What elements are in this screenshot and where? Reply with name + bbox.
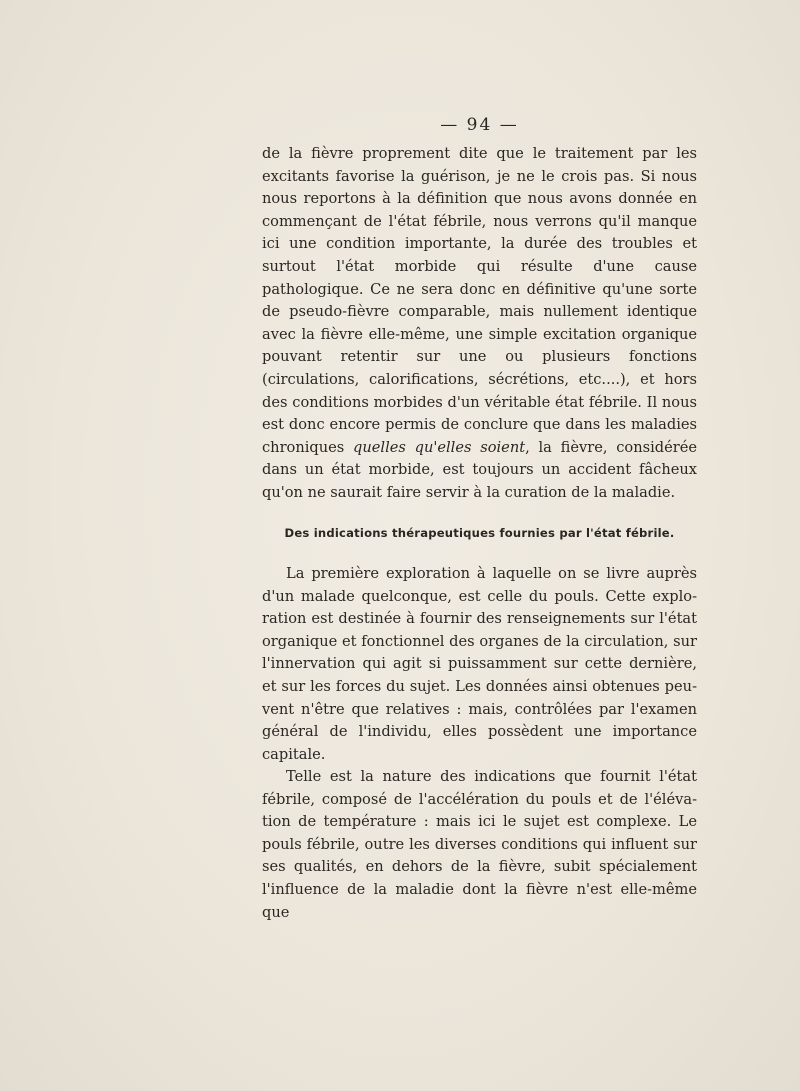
paragraph-1 bbox=[262, 143, 697, 505]
paragraph-1-italic: quelles qu'elles soient bbox=[353, 438, 526, 456]
paragraph-1-text-end: , la fièvre, considérée dans un état morbide, est toujours un accident fâcheux qu'on ne saurait faire servir à la curation de la maladie. bbox=[262, 438, 697, 501]
paragraph-2: La première exploration à laquelle on se livre auprès d'un malade quelconque, est celle du pouls. Cette exploration est destinée à fournir des renseignements sur l'état organique et fonctionnel des organes de la circulation, sur l'innervation qui agit si puissamment sur cette dernière, et sur les forces du sujet. Les données ainsi obtenues peuvent n'être que relatives : mais, contrôlées par l'examen général de l'individu, elles possèdent une importance capitale. bbox=[262, 565, 697, 763]
page-number: — 94 — bbox=[440, 115, 519, 135]
section-heading: Des indications thérapeutiques fournies par l'état fébrile. bbox=[284, 526, 675, 540]
paragraph-3: Telle est la nature des indications que fournit l'état fébrile, composé de l'accélération du pouls et de l'élévation de température : mais ici le sujet est complexe. Le pouls fébrile, outre les diverses conditions qui influent sur ses qualités, en dehors de la fièvre, subit spécialement l'influence de la maladie dont la fièvre n'est elle-même que bbox=[262, 768, 697, 921]
paragraph-1-text: de la fièvre proprement dite que le traitement par les excitants favorise la guérison, je ne le crois pas. Si nous nous reportons à la définition que nous avons donnée en commençant de l'état fébrile, nous verrons qu'il manque ici une condition importante, la durée des troubles et surtout l'état morbide qui résulte d'une cause pathologique. Ce ne sera donc en définitive qu'une sorte de pseudo-fièvre comparable, mais nullement identique avec la fièvre elle-même, une simple excitation organique pouvant retentir sur une ou plusieurs fonctions (circulations, calorifications, sécrétions, etc....), et hors des conditions morbides d'un véritable état fébrile. Il nous est donc encore permis de conclure que dans les maladies chroniques bbox=[262, 145, 697, 456]
